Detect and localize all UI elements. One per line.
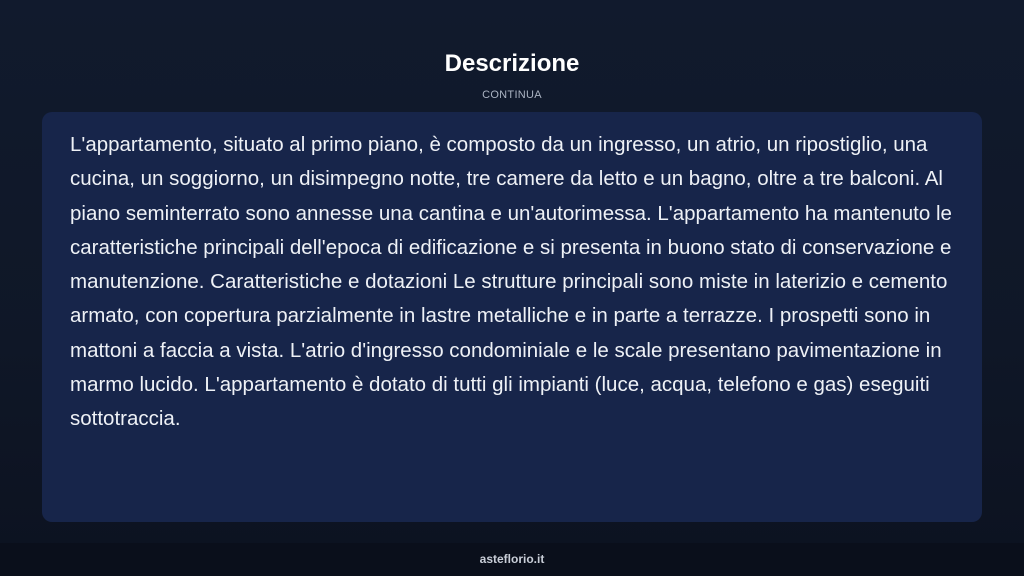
footer-site-name: asteflorio.it: [479, 552, 545, 566]
page-header: [0, 48, 1024, 103]
footer-bar: [0, 543, 1024, 576]
page-title: Descrizione: [444, 50, 580, 77]
continue-link[interactable]: CONTINUA: [482, 89, 542, 101]
description-text: L'appartamento, situato al primo piano, è composto da un ingresso, un atrio, un ripostiglio, una cucina, un soggiorno, un disimpegno notte, tre camere da letto e un bagno, oltre a tre balconi. Al piano seminterrato sono annesse una cantina e un'autorimessa. L'appartamento ha mantenuto le caratteristiche principali dell'epoca di edificazione e si presenta in buono stato di conservazione e manutenzione. Caratteristiche e dotazioni Le strutture principali sono miste in laterizio e cemento armato, con copertura parzialmente in lastre metalliche e in parte a terrazze. I prospetti sono in mattoni a faccia a vista. L'atrio d'ingresso condominiale e le scale presentano pavimentazione in marmo lucido. L'appartamento è dotato di tutti gli impianti (luce, acqua, telefono e gas) eseguiti sottotraccia.: [70, 133, 952, 431]
description-card: [42, 112, 982, 522]
